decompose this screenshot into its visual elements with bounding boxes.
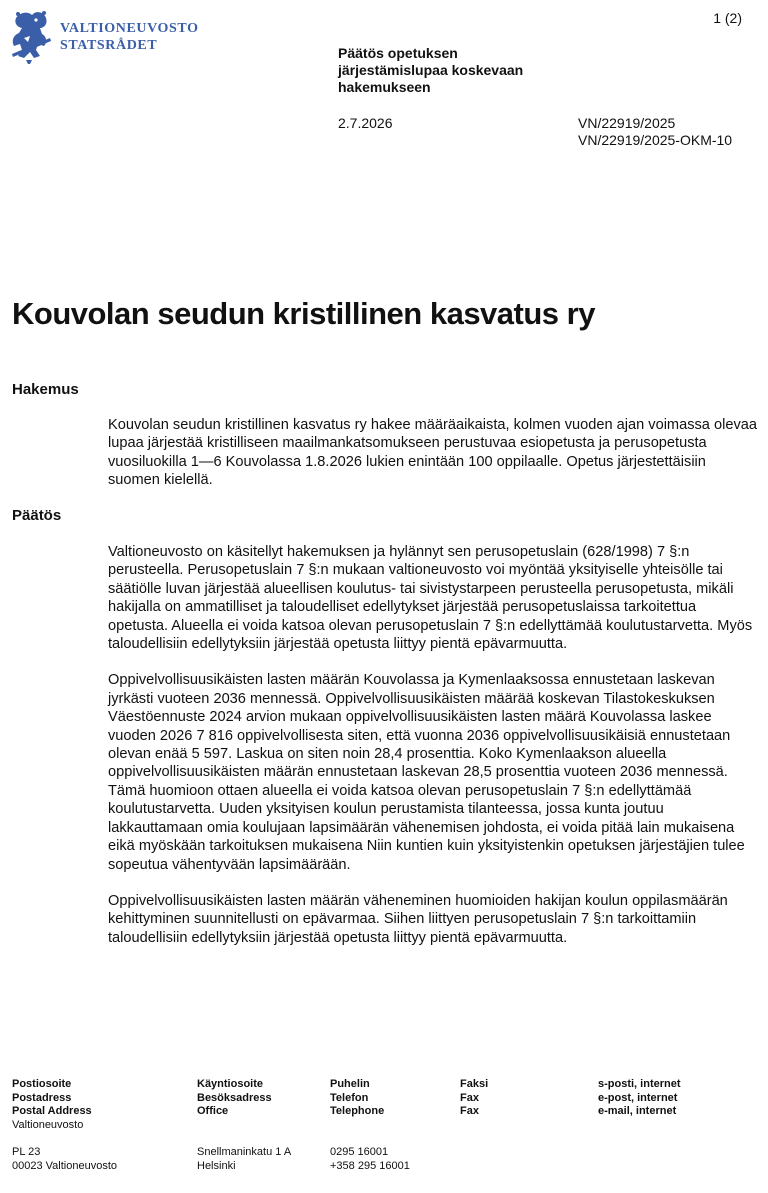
document-date: 2.7.2026 — [338, 115, 393, 131]
footer-column-phone — [330, 1078, 410, 1173]
paatos-body — [108, 543, 758, 965]
footer-heading: e-mail, internet — [598, 1105, 677, 1118]
footer-value: Valtioneuvosto — [12, 1118, 84, 1131]
footer-heading: Faksi — [460, 1078, 489, 1090]
document-reference — [578, 115, 732, 149]
reference-number: VN/22919/2025 — [578, 115, 676, 131]
reference-number: VN/22919/2025-OKM-10 — [578, 132, 733, 148]
document-title: Kouvolan seudun kristillinen kasvatus ry — [12, 296, 595, 331]
document-type-line: Päätös opetuksen — [338, 45, 458, 61]
page-number: 1 (2) — [713, 10, 742, 26]
footer-heading: Fax — [460, 1105, 479, 1118]
footer-value: 00023 Valtioneuvosto — [12, 1159, 117, 1172]
section-heading-paatos: Päätös — [12, 507, 62, 524]
footer-value: +358 295 16001 — [330, 1159, 410, 1172]
footer-heading: s-posti, internet — [598, 1078, 681, 1090]
footer-heading: Besöksadress — [197, 1091, 272, 1104]
paragraph: Valtioneuvosto on käsitellyt hakemuksen ja hylännyt sen perusopetuslain (628/1998) 7 §:n perusteella. Perusopetuslain 7 §:n mukaan valtioneuvosto voi myöntää yksityiselle yhteisölle tai säätiölle luvan järjestää alueellisen koulutus- tai sivistystarpeen perusteella perusopetusta, mikäli hakijalla on ammatilliset ja taloudelliset edellytykset järjestää perusopetuslaissa tarkoitettua opetusta. Alueella ei voida katsoa olevan perusopetuslain 7 §:n edellyttämää koulutustarvetta. Myös taloudellisiin edellytyksiin järjestää opetusta liittyy pientä epävarmuutta. — [108, 544, 753, 653]
logo-line-1: VALTIONEUVOSTO — [60, 21, 199, 36]
footer-heading: Postal Address — [12, 1105, 92, 1118]
footer-heading: Postadress — [12, 1091, 72, 1104]
lion-crest-icon — [10, 8, 52, 64]
footer-value: Helsinki — [197, 1159, 236, 1172]
footer-heading: Postiosoite — [12, 1078, 72, 1090]
footer-column-fax — [460, 1078, 488, 1119]
footer-value: 0295 16001 — [330, 1145, 389, 1158]
footer-heading: Käyntiosoite — [197, 1078, 264, 1090]
logo-wordmark — [60, 20, 199, 54]
logo-line-2: STATSRÅDET — [60, 38, 158, 53]
government-logo — [10, 8, 210, 68]
paragraph: Oppivelvollisuusikäisten lasten määrän Kouvolassa ja Kymenlaaksossa ennustetaan laskevan jyrkästi vuoteen 2036 mennessä. Oppivelvollisuusikäisten määrää koskevan Tilastokeskuksen Väestöennuste 2024 arvion mukaan oppivelvollisuusikäisten lasten määrä Kouvolassa laskee vuoden 2026 7 816 oppivelvollisesta siten, että vuonna 2036 oppivelvollisuusikäisiä ennustetaan olevan enää 5 597. Laskua on siten noin 28,4 prosenttia. Koko Kymenlaakson alueella oppivelvollisuusikäisten määrän ennustetaan laskevan 28,5 prosenttia vuoteen 2036 mennessä. Tämä huomioon ottaen alueella ei voida katsoa olevan perusopetuslain 7 §:n edellyttämää koulutustarvetta. Uuden yksityisen koulun perustamista tilanteessa, jossa kunta joutuu lakkauttamaan omia koulujaan lapsimäärän vähenemisen johdosta, ei voida pitää lain mukaisena eikä myöskään tarkoituksen mukaisena Niin kuntien kuin yksityistenkin opetuksen järjestäjien tulee sopeutua vähentyvään lapsimäärään. — [108, 672, 745, 873]
footer-value: Snellmaninkatu 1 A — [197, 1145, 292, 1158]
document-type — [338, 45, 598, 96]
document-type-line: hakemukseen — [338, 79, 431, 95]
footer-column-postal — [12, 1078, 117, 1173]
footer-heading: Fax — [460, 1091, 479, 1104]
footer-heading: Puhelin — [330, 1078, 370, 1090]
footer-heading: Office — [197, 1105, 229, 1118]
footer-heading: Telephone — [330, 1105, 385, 1118]
hakemus-body — [108, 416, 758, 508]
paragraph: Kouvolan seudun kristillinen kasvatus ry hakee määräaikaista, kolmen vuoden ajan voimassa olevaa lupaa järjestää kristilliseen maailmankatsomukseen perustuvaa esiopetusta ja perusopetusta vuosiluokilla 1—6 Kouvolassa 1.8.2026 lukien enintään 100 oppilaalle. Opetus järjestettäisiin suomen kielellä. — [108, 417, 757, 489]
footer-heading: e-post, internet — [598, 1091, 678, 1104]
paragraph: Oppivelvollisuusikäisten lasten määrän väheneminen huomioiden hakijan koulun oppilasmäärän kehittyminen suunnitellusti on epävarmaa. Siihen liittyen perusopetuslain 7 §:n tarkoittamiin taloudellisiin edellytyksiin järjestää opetusta liittyy pientä epävarmuutta. — [108, 892, 728, 946]
footer-heading: Telefon — [330, 1091, 369, 1104]
footer-column-office — [197, 1078, 291, 1173]
footer-column-email — [598, 1078, 681, 1119]
document-type-line: järjestämislupaa koskevaan — [338, 62, 524, 78]
footer-value: PL 23 — [12, 1145, 41, 1158]
section-heading-hakemus: Hakemus — [12, 381, 79, 398]
